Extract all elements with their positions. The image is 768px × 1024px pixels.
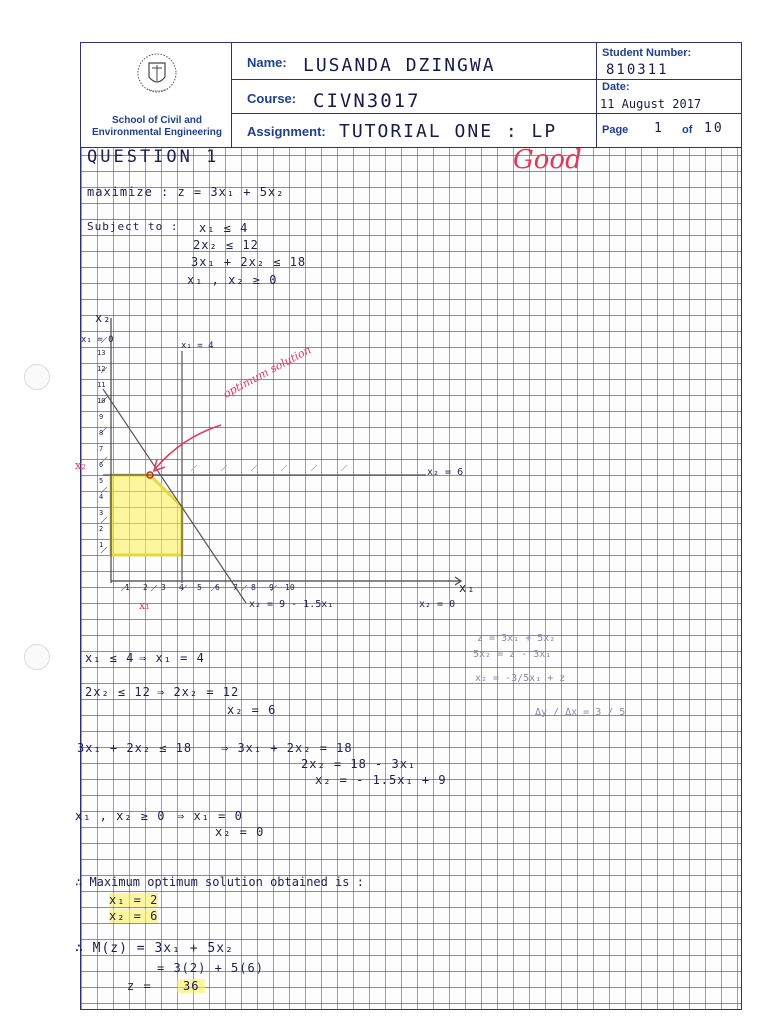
y-tick-2: 2 [99, 525, 105, 533]
x-tick-9: 9 [269, 583, 275, 592]
date-label: Date: [602, 81, 630, 93]
y-tick-8: 8 [99, 429, 105, 437]
school-name: School of Civil and Environmental Engineering [91, 115, 223, 138]
side-note-line-2: 5x₂ = z - 3x₁ [473, 649, 552, 660]
working-c3-left: 3x₁ + 2x₂ ≤ 18 [77, 741, 193, 755]
side-note-line-4: Δy / Δx = 3 / 5 [535, 707, 626, 718]
y-tick-9: 9 [99, 413, 105, 421]
y-tick-11: 11 [97, 381, 106, 389]
optimum-arrow [155, 425, 221, 469]
y-tick-13: 13 [97, 349, 106, 357]
assignment-value: TUTORIAL ONE : LP [339, 121, 558, 142]
x2-6-label: x₂ = 6 [427, 467, 464, 478]
grade-comment: Good [513, 145, 582, 175]
constraint-2: 2x₂ ≤ 12 [193, 238, 259, 252]
objective-function: maximize : z = 3x₁ + 5x₂ [87, 185, 285, 199]
working-c2-right: ⇒ 2x₂ = 12 [157, 685, 240, 699]
working-c4-left: x₁ , x₂ ≥ 0 [75, 809, 166, 823]
x-tick-1: 1 [125, 583, 131, 592]
page-total: 10 [704, 121, 724, 136]
working-c2-result: x₂ = 6 [227, 703, 277, 717]
of-label: of [682, 124, 693, 136]
working-c1-right: ⇒ x₁ = 4 [139, 651, 205, 665]
working-c3-step: 2x₂ = 18 - 3x₁ [301, 757, 417, 771]
y-tick-1: 1 [99, 541, 105, 549]
conclusion-x1: x₁ = 2 [109, 893, 159, 907]
conclusion-x2: x₂ = 6 [109, 909, 159, 923]
assignment-label: Assignment: [247, 124, 326, 139]
constraint-3: 3x₁ + 2x₂ ≤ 18 [191, 255, 307, 269]
x2-0-label: x₂ = 0 [419, 599, 456, 610]
constraint-4: x₁ , x₂ ≥ 0 [187, 273, 278, 287]
y-tick-4: 4 [99, 493, 105, 501]
x-tick-3: 3 [161, 583, 167, 592]
working-c1-left: x₁ ≤ 4 [85, 651, 135, 665]
student-number-label: Student Number: [602, 47, 692, 59]
course-label: Course: [247, 91, 297, 106]
optimum-label: optimum solution [221, 343, 314, 401]
name-value: LUSANDA DZINGWA [303, 55, 496, 76]
question-title: QUESTION 1 [87, 147, 220, 167]
x-axis-label: x₁ [459, 581, 476, 595]
name-label: Name: [247, 55, 287, 70]
date-value: 11 August 2017 [600, 97, 702, 111]
punch-hole-top [24, 364, 50, 390]
working-c3-right: ⇒ 3x₁ + 2x₂ = 18 [221, 741, 353, 755]
course-value: CIVN3017 [313, 90, 421, 112]
x-tick-6: 6 [215, 583, 221, 592]
x-tick-7: 7 [233, 583, 239, 592]
punch-hole-bottom [24, 644, 50, 670]
tutorial-page [75, 42, 742, 1010]
side-note-line-1: z = 3x₁ + 5x₂ [477, 633, 556, 644]
x1-marker: x₁ [139, 599, 150, 612]
subject-to-label: Subject to : [87, 220, 179, 233]
conclusion-eq3-left: z = [127, 979, 152, 993]
y-tick-3: 3 [99, 509, 105, 517]
side-note-line-3: x₂ = -3/5x₁ + z [475, 673, 566, 684]
student-number-value: 810311 [606, 62, 669, 78]
feasible-region-graph [81, 43, 743, 633]
x2-marker: x₂ [75, 459, 86, 472]
x-tick-8: 8 [251, 583, 257, 592]
y-tick-6: 6 [99, 461, 105, 469]
page-label: Page [602, 124, 629, 136]
working-c2-left: 2x₂ ≤ 12 [85, 685, 151, 699]
constraint-1: x₁ ≤ 4 [199, 221, 249, 235]
x-tick-4: 4 [179, 583, 185, 592]
diagonal-line-label: x₂ = 9 - 1.5x₁ [249, 599, 334, 610]
y-tick-10: 10 [97, 397, 106, 405]
x-tick-5: 5 [197, 583, 203, 592]
working-c4-right: ⇒ x₁ = 0 [177, 809, 243, 823]
working-c4-result: x₂ = 0 [215, 825, 265, 839]
conclusion-statement: ∴ Maximum optimum solution obtained is : [75, 875, 364, 889]
x-tick-10: 10 [285, 583, 295, 592]
page-number: 1 [654, 121, 664, 136]
x1-4-label: x₁ = 4 [181, 341, 214, 351]
y-tick-5: 5 [99, 477, 105, 485]
conclusion-eq1: ∴ M(z) = 3x₁ + 5x₂ [75, 941, 234, 956]
y-tick-12: 12 [97, 365, 106, 373]
y-intercept-label: x₁ = 0 [81, 335, 114, 345]
feasible-region [111, 475, 182, 555]
conclusion-eq2: = 3(2) + 5(6) [157, 961, 264, 975]
y-axis-label: x₂ [95, 311, 112, 325]
working-c3-result: x₂ = - 1.5x₁ + 9 [315, 773, 447, 787]
y-tick-7: 7 [99, 445, 105, 453]
conclusion-answer: 36 [177, 979, 205, 993]
x-tick-2: 2 [143, 583, 149, 592]
